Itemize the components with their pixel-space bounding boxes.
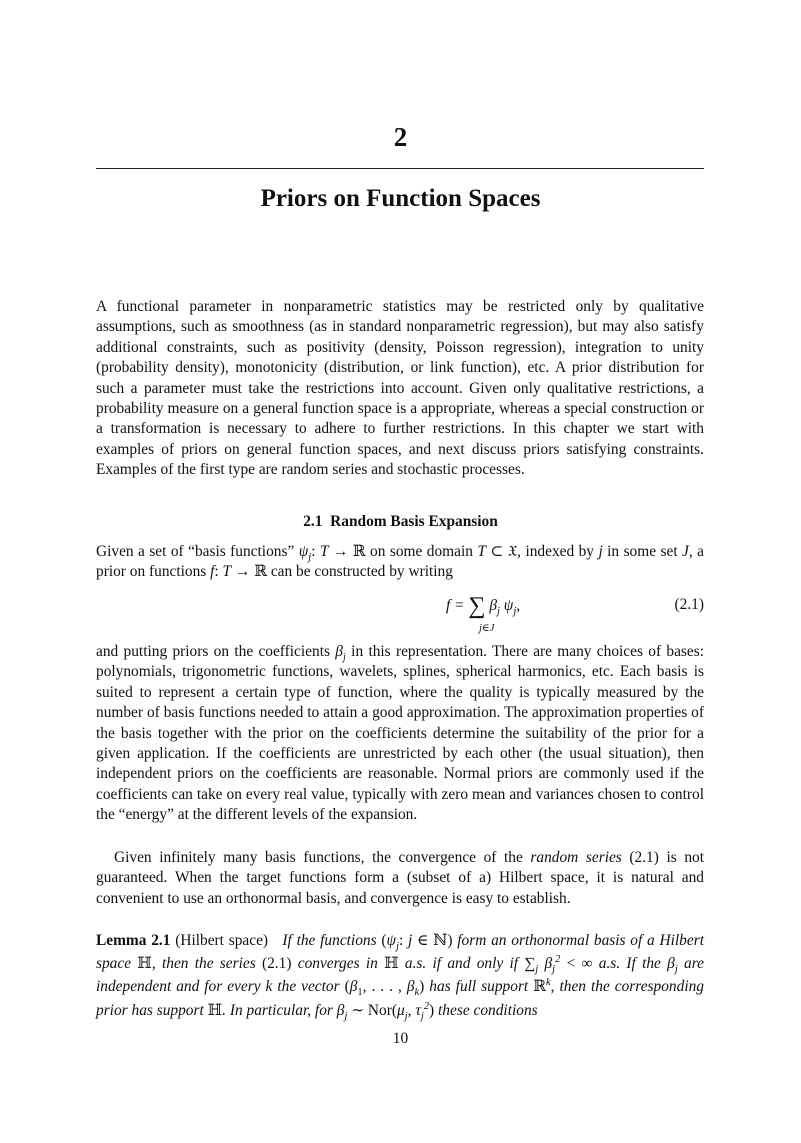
lemma-text-1: If the functions: [282, 932, 377, 949]
basis-text-1: Given a set of “basis functions”: [96, 543, 299, 560]
basis-text-5: , a prior on functions: [96, 543, 704, 581]
sum-symbol: ∑: [468, 593, 486, 619]
section-title: Random Basis Expansion: [330, 513, 498, 530]
lemma-text-8: has full support: [429, 978, 529, 996]
basis-text-6: can be constructed by writing: [267, 563, 453, 581]
chapter-number: 2: [393, 122, 408, 152]
intro-paragraph: A functional parameter in nonparametric statistics may be restricted only by qualitative assumptions, such as smoothness (as in standard nonparametric regression), but may also satisfy additional constraints, such as positivity (density, Poisson regression), integration to unity (probability density), monotonicity (distribution, or link function), etc. A prior distribution for such a parameter must take the restrictions into account. Given only qualitative restrictions, a probability measure on a general function space is a appropriate, whereas a special construction or a transformation is necessary to adhere to further restrictions. In this chapter we start with examples of priors on general function spaces, and next discuss priors satisfying constraints. Examples of the first type are random series and stochastic processes.: [96, 298, 704, 479]
lemma-text-6: a.s. If the: [598, 955, 661, 973]
lemma-ref: (2.1): [261, 955, 292, 973]
lemma-text-2: form an orthonormal basis of a Hilbert space: [96, 932, 704, 973]
lemma-text-10: . In particular, for: [222, 1001, 333, 1019]
lemma-text-4: converges in: [297, 955, 378, 973]
basis-paragraph: Given a set of “basis functions” $\psi_j$: T → ℝ on some domain T ⊂ 𝔛, indexed by j in some set J, a prior on functions f: T → ℝ can be constructed by writing: [96, 543, 704, 581]
equation-body: f = ∑ $\beta_j$ $\psi_j$, j∈J: [446, 593, 521, 634]
lemma-text-5: a.s. if and only if: [404, 955, 519, 973]
section-heading: [0, 513, 801, 531]
coefficients-lead: and putting priors on the coefficients: [96, 643, 336, 660]
chapter-rule: [96, 168, 704, 169]
basis-text-2: on some domain: [365, 543, 478, 560]
equation-tail: ,: [516, 597, 521, 614]
chapter-title: Priors on Function Spaces: [260, 185, 541, 212]
convergence-after: (2.1) is not guaranteed. When the target functions form a (subset of a) Hilbert space, it is natural and convenient to use an orthonormal basis, and convergence is easy to establish.: [96, 849, 705, 907]
basis-text-3: , indexed by: [517, 543, 599, 560]
lemma-label: Lemma 2.1: [96, 932, 171, 949]
lemma-text-11: these conditions: [438, 1001, 538, 1019]
convergence-paragraph: [96, 848, 704, 909]
random-series-emphasis: random series: [530, 849, 622, 866]
lemma-text-3: , then the series: [151, 955, 256, 973]
convergence-before: Given infinitely many basis functions, the convergence of the: [114, 849, 531, 866]
equation-number: (2.1): [674, 596, 704, 613]
basis-text-4: in some set: [602, 543, 683, 560]
lemma-text-7: are independent and for every k the vector: [96, 955, 704, 996]
page-number: 10: [392, 1030, 409, 1047]
lemma-name: (Hilbert space): [175, 932, 269, 949]
coefficients-paragraph: and putting priors on the coefficients $\beta_j$ in this representation. There are many choices of bases: polynomials, trigonometric functions, wavelets, splines, spherical harmonics, etc. Each basis is suited to represent a certain type of function, where the quality is typically measured by the number of basis functions needed to attain a good approximation. The approximation properties of the basis together with the prior on the coefficients determine the suitability of the prior for a given application. If the coefficients are unrestricted by each other (the usual situation), then independent priors on the coefficients are reasonable. Normal priors are commonly used if the coefficients can take on every real value, typically with zero mean and variances chosen to control the “energy” at the different levels of the expansion.: [96, 643, 704, 824]
lemma-2-1: Lemma 2.1 (Hilbert space) If the functions ($\psi_j$: j ∈ ℕ) form an orthonormal basis of a Hilbert space ℍ, then the series (2.1) converges in ℍ a.s. if and only if $\sum_j$ $\beta_j^2$ < ∞ a.s. If the $\beta_j$ are independent and for every k the vector ($\beta_1$, . . . , $\beta_k$) has full support ℝ$^k$, then the corresponding prior has support ℍ. In particular, for $\beta_j$ ∼ $Nor(\mu_j$, $\tau_j^2$) these conditions: [96, 932, 704, 1022]
section-number: 2.1: [303, 513, 323, 530]
lemma-text-9: , then the corresponding prior has support: [96, 978, 704, 1019]
coefficients-text: in this representation. There are many choices of bases: polynomials, trigonometric functions, wavelets, splines, spherical harmonics, etc. Each basis is suited to represent a certain type of function, where the quality is typically measured by the number of basis functions needed to attain a good approximation. The approximation properties of the basis together with the prior on the coefficients determine the suitability of the prior for a given application. If the coefficients are unrestricted by each other (the usual situation), then independent priors on the coefficients are reasonable. Normal priors are commonly used if the coefficients can take on every real value, typically with zero mean and variances chosen to control the “energy” at the different levels of the expansion.: [96, 643, 704, 824]
equation-lhs: f =: [446, 597, 469, 614]
equation-2-1: [96, 588, 704, 632]
sum-index: j∈J: [479, 623, 495, 634]
